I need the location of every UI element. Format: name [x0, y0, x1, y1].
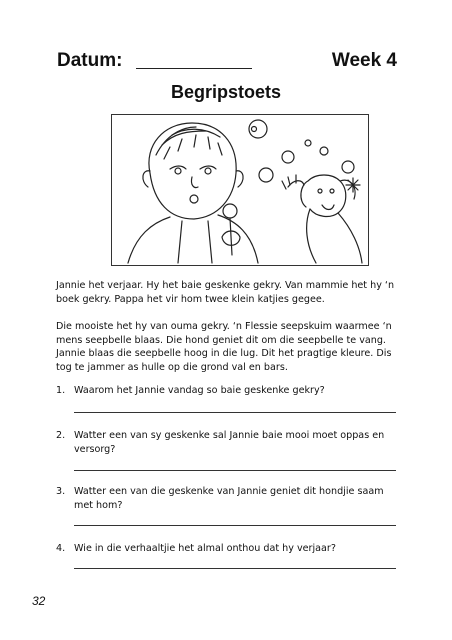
date-label: Datum:: [57, 50, 123, 71]
line-drawing: [112, 115, 368, 265]
question-text: Watter een van sy geskenke sal Jannie baie mooi moet oppas en versorg?: [74, 430, 385, 455]
date-blank-line[interactable]: [136, 68, 252, 69]
question-text: Watter een van die geskenke van Jannie geniet dit hondjie saam met hom?: [74, 486, 384, 511]
question-number: 1.: [56, 385, 66, 396]
question-number: 4.: [56, 543, 66, 554]
answer-line-3[interactable]: [74, 525, 396, 526]
answer-line-2[interactable]: [74, 470, 396, 471]
story-paragraph-1: [56, 279, 401, 306]
question-text: Waarom het Jannie vandag so baie geskenke gekry?: [74, 385, 325, 396]
week-label: Week 4: [331, 50, 397, 71]
question-number: 3.: [56, 486, 66, 497]
story-text: Die mooiste het hy van ouma gekry. ‘n Flessie seepskuim waarmee ‘n mens seepbelle blaas. Die hond geniet dit om die seepbelle te vang. Jannie blaas die seepbelle hoog in die lug. Dit het pragtige kleure. Dis tog te jammer as hulle op die grond val en bars.: [56, 321, 392, 373]
story-paragraph-2: [56, 320, 401, 374]
page-number: 32: [32, 594, 46, 608]
answer-line-4[interactable]: [74, 568, 396, 569]
answer-line-1[interactable]: [74, 412, 396, 413]
story-text: Jannie het verjaar. Hy het baie geskenke gekry. Van mammie het hy ‘n boek gekry. Pappa het vir hom twee klein katjies gegee.: [56, 280, 395, 305]
question-text: Wie in die verhaaltjie het almal onthou dat hy verjaar?: [74, 543, 336, 554]
question-number: 2.: [56, 430, 66, 441]
page-title: Begripstoets: [170, 82, 282, 102]
worksheet-header: [57, 50, 397, 74]
boy-blowing-bubbles-illustration: [111, 114, 369, 266]
